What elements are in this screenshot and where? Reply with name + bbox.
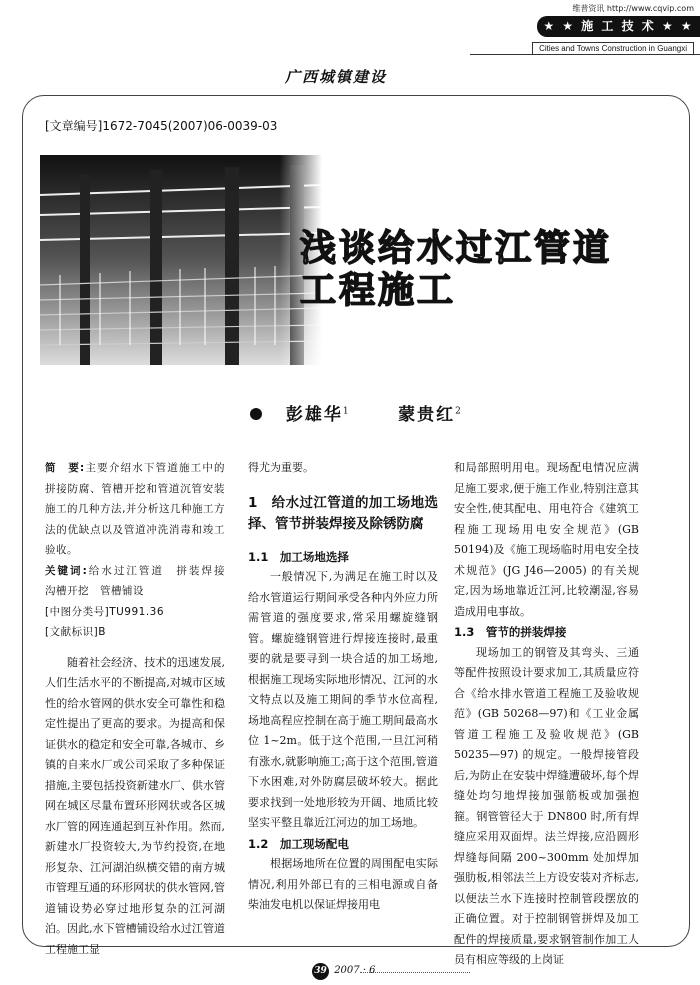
- column-2: [248, 458, 438, 916]
- journal-name: 广西城镇建设: [285, 68, 388, 86]
- keywords-text: 给水过江管道 拼装焊接 沟槽开挖 管槽铺设: [45, 564, 236, 597]
- abstract-label: 简 要:: [45, 462, 85, 474]
- header-divider: [470, 54, 700, 55]
- section-1-1-heading: 1.1 加工场地选择: [248, 549, 349, 564]
- pipe-works-image: [40, 155, 322, 365]
- bullet-icon: [250, 408, 262, 420]
- author-1: 彭雄华: [285, 405, 343, 425]
- col2-continuation: 得尤为重要。: [248, 461, 314, 474]
- section-1-3-heading: 1.3 管节的拼装焊接: [454, 625, 567, 639]
- spacer: [248, 479, 438, 493]
- header-photo: [40, 155, 322, 365]
- section-1-2-text: 根据场地所在位置的周围配电实际情况,利用外部已有的三相电源或自备柴油发电机以保证焊接用电: [248, 857, 438, 911]
- intro-paragraph: 随着社会经济、技术的迅速发展,人们生活水平的不断提高,对城市区域性的给水管网的供水安全可靠性和稳定性提出了更高的要求。为提高和保证供水的稳定和安全可靠,各城市、乡镇的自来水厂或公司采取了多种保证措施,主要包括投资新建水厂、供水管网在城区尽量布置环形网状或各区城水厂管的网连通起到互补作用。然而,新建水厂投资较大,为节约投资,在地形复杂、江河湖泊纵横交错的南方城市管理互通的环形网状的供水管网,管道铺设势必穿过地形复杂的江河湖泊。因此,水下管槽铺设给水过江管道工程施工显: [45, 655, 225, 956]
- doc-number: [文章编号]1672-7045(2007)06-0039-03: [45, 119, 278, 133]
- col3-top-text: 和局部照明用电。现场配电情况应满足施工要求,便于施工作业,特别注意其安全性,使其配电、用电符合《建筑工程施工现场用电安全规范》(GB 50194)及《施工现场临时用电安全技术规范》(JG J46—2005) 的有关规定,因为场地靠近江河,比较潮湿,容易造成用电事故。: [454, 461, 639, 618]
- section-1-2-heading: 1.2 加工现场配电: [248, 836, 349, 851]
- author-2: 蒙贵红: [398, 405, 456, 425]
- section-subtitle: Cities and Towns Construction in Guangxi: [532, 42, 694, 55]
- page-number: 39: [312, 963, 329, 980]
- section-label-bar: ★ ★ 施 工 技 术 ★ ★: [537, 16, 700, 37]
- section-1-1-text: 一般情况下,为满足在施工时以及给水管道运行期间承受各种内外应力所需管道的强度要求,常采用螺旋缝钢管。螺旋缝钢管进行焊接连接时,最重要的就是要寻到一块合适的加工场地,根据施工现场实际地形情况、江河的水文特点以及施工期间的季节水位高程,场地高程应控制在高于施工期间最高水位 1~2m。低于这个范围,一旦江河稍有涨水,就影响施工;高于这个范围,管道下水困难,对外防腐层破坏较大。据此要求找到一处地形较为开阔、地质比较坚实平整且靠近江河边的加工场地。: [248, 570, 438, 829]
- watermark-text: 维普资讯 http://www.cqvip.com: [572, 4, 694, 13]
- spacer: [248, 535, 438, 547]
- column-1: [45, 458, 236, 960]
- author-2-affiliation: 2: [455, 406, 463, 417]
- keywords-label: 关键词:: [45, 564, 88, 577]
- article-title-line1: 浅谈给水过江管道: [300, 228, 613, 269]
- abstract-text: 主要介绍水下管道施工中的拼接防腐、管槽开挖和管道沉管安装施工的几种方法,并分析这几种施工方法的优缺点以及管道冲洗消毒和竣工验收。: [45, 462, 226, 556]
- column-3: [454, 458, 639, 971]
- abstract: [45, 458, 225, 561]
- section-1-heading: 1 给水过江管道的加工场地选择、管节拼装焊接及除锈防腐: [248, 494, 438, 532]
- author-1-affiliation: 1: [342, 406, 351, 417]
- class-number: [中图分类号]TU991.36: [45, 605, 165, 618]
- footer-divider: [360, 972, 470, 973]
- keywords: [45, 561, 236, 602]
- page-footer: [312, 963, 376, 980]
- doc-code: [文献标识]B: [45, 626, 106, 638]
- section-1-3-text: 现场加工的钢管及其弯头、三通等配件按照设计要求加工,其质量应符合《给水排水管道工程施工及验收规范》(GB 50268—97)和《工业金属管道工程施工及验收规范》(GB 50235—97) 的规定。一般焊接管段后,为防止在安装中焊缝遭破坏,每个焊缝处均匀地焊接加强筋板或加强抱箍。钢管管径大于 DN800 时,所有焊缝应采用双面焊。法兰焊接,应沿圆形焊缝每间隔 200~300mm 处加焊加强肋板,相邻法兰上方设安装对齐标志,以便法兰水下连接时控制管段摆放的正确位置。对于控制钢管拼焊及加工配件的焊接质量,要求钢管制作加工人员有相应等级的上岗证: [454, 645, 639, 966]
- spacer: [45, 643, 225, 653]
- issue-label: 2007 · 6: [334, 965, 376, 976]
- article-title-line2: 工程施工: [300, 270, 457, 311]
- authors: [250, 400, 463, 425]
